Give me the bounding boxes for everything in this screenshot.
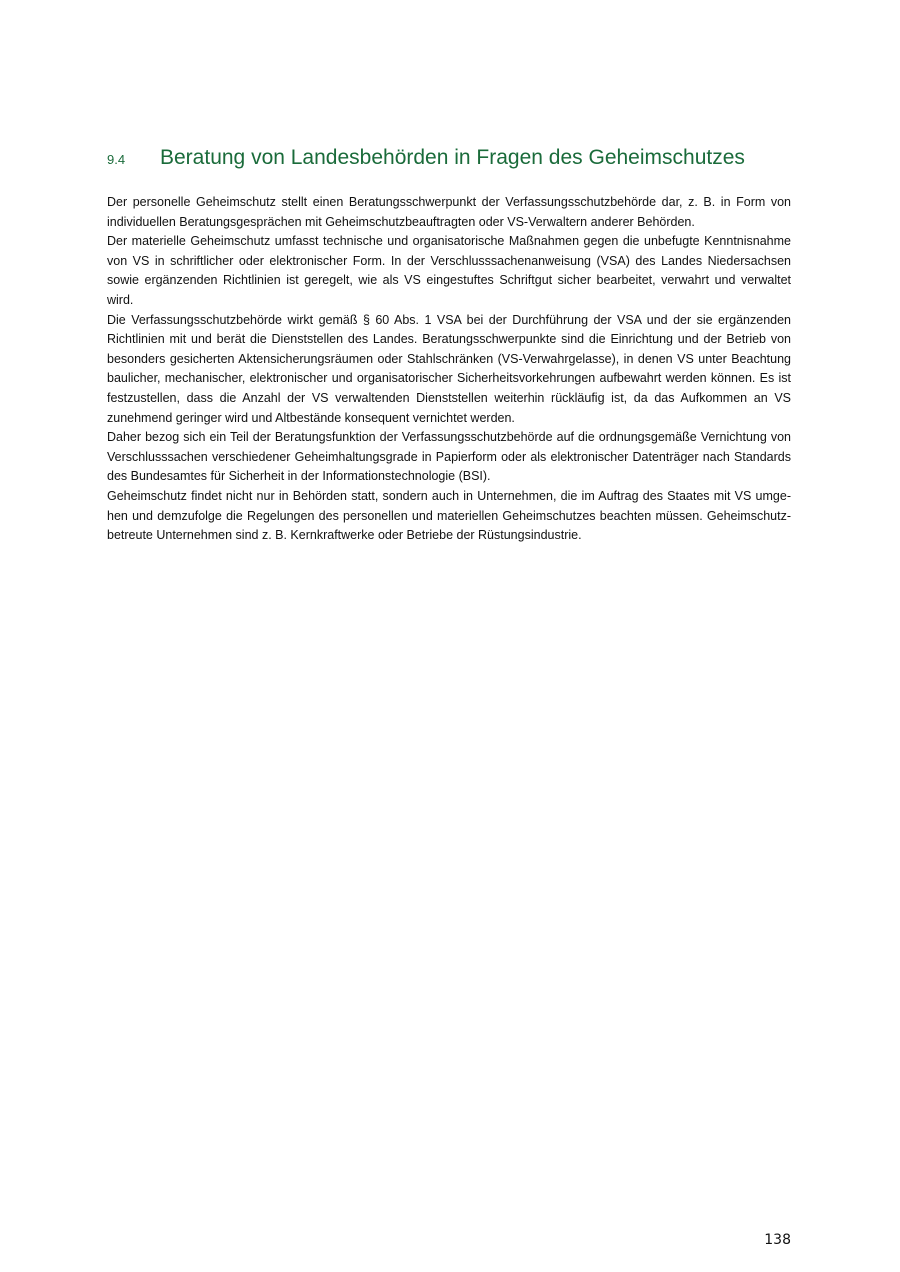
paragraph-personal-security: Der personelle Geheimschutz stellt einen Beratungsschwerpunkt der Verfassungsschutzbehörde dar, z. B. in Form von individuellen Beratungsgesprächen mit Geheimschutzbeauftragten oder VS-Verwaltern anderer Behörden. <box>107 195 791 229</box>
paragraph-companies: Geheimschutz findet nicht nur in Behörden statt, sondern auch in Unternehmen, die im Auftrag des Staates mit VS umgehen und demzufolge die Regelungen des personellen und materiellen Geheimschutzes beachten müssen. Geheimschutzbetreute Unternehmen sind z. B. Kernkraftwerke oder Betriebe der Rüstungsindustrie. <box>107 488 791 543</box>
paragraph-material-security: Der materielle Geheimschutz umfasst technische und organisatorische Maßnahmen gegen die unbefugte Kenntnisnahme von VS in schriftlicher oder elektronischer Form. In der Verschlusssachenanweisung (VSA) des Landes Niedersachsen sowie ergänzenden Richtlinien ist geregelt, wie als VS eingestuftes Schriftgut sicher bearbeitet, verwahrt und verwaltet wird. <box>107 234 791 307</box>
paragraph-vsa-advisory: Die Verfassungsschutzbehörde wirkt gemäß § 60 Abs. 1 VSA bei der Durchführung der VSA und der sie ergänzenden Richtlinien mit und berät die Dienststellen des Landes. Beratungsschwerpunkte sind die Einrichtung und der Betrieb von besonders gesicherten Aktensicherungsräumen oder Stahlschränken (VS-Verwahrgelasse), in denen VS unter Beachtung baulicher, mechanischer, elektronischer und organisatorischer Sicherheitsvorkehrungen aufbewahrt werden können. Es ist festzustellen, dass die Anzahl der VS verwaltenden Dienststellen weiterhin rückläufig ist, da das Aufkommen an VS zunehmend geringer wird und Altbestände konsequent vernichtet werden. <box>107 312 791 425</box>
paragraph-destruction-advisory: Daher bezog sich ein Teil der Beratungsfunktion der Verfassungsschutzbehörde auf die ordnungsgemäße Vernichtung von Verschlusssachen verschiedener Geheimhaltungsgrade in Papierform oder als elektronischer Datenträger nach Standards des Bundesamtes für Sicherheit in der Informationstechnologie (BSI). <box>107 430 791 484</box>
section-number: 9.4 <box>107 152 126 167</box>
section-heading <box>107 146 797 170</box>
page-number: 138 <box>764 1232 791 1248</box>
section-title: Beratung von Landesbehörden in Fragen des Geheimschutzes <box>160 146 745 169</box>
body-text <box>107 193 791 546</box>
